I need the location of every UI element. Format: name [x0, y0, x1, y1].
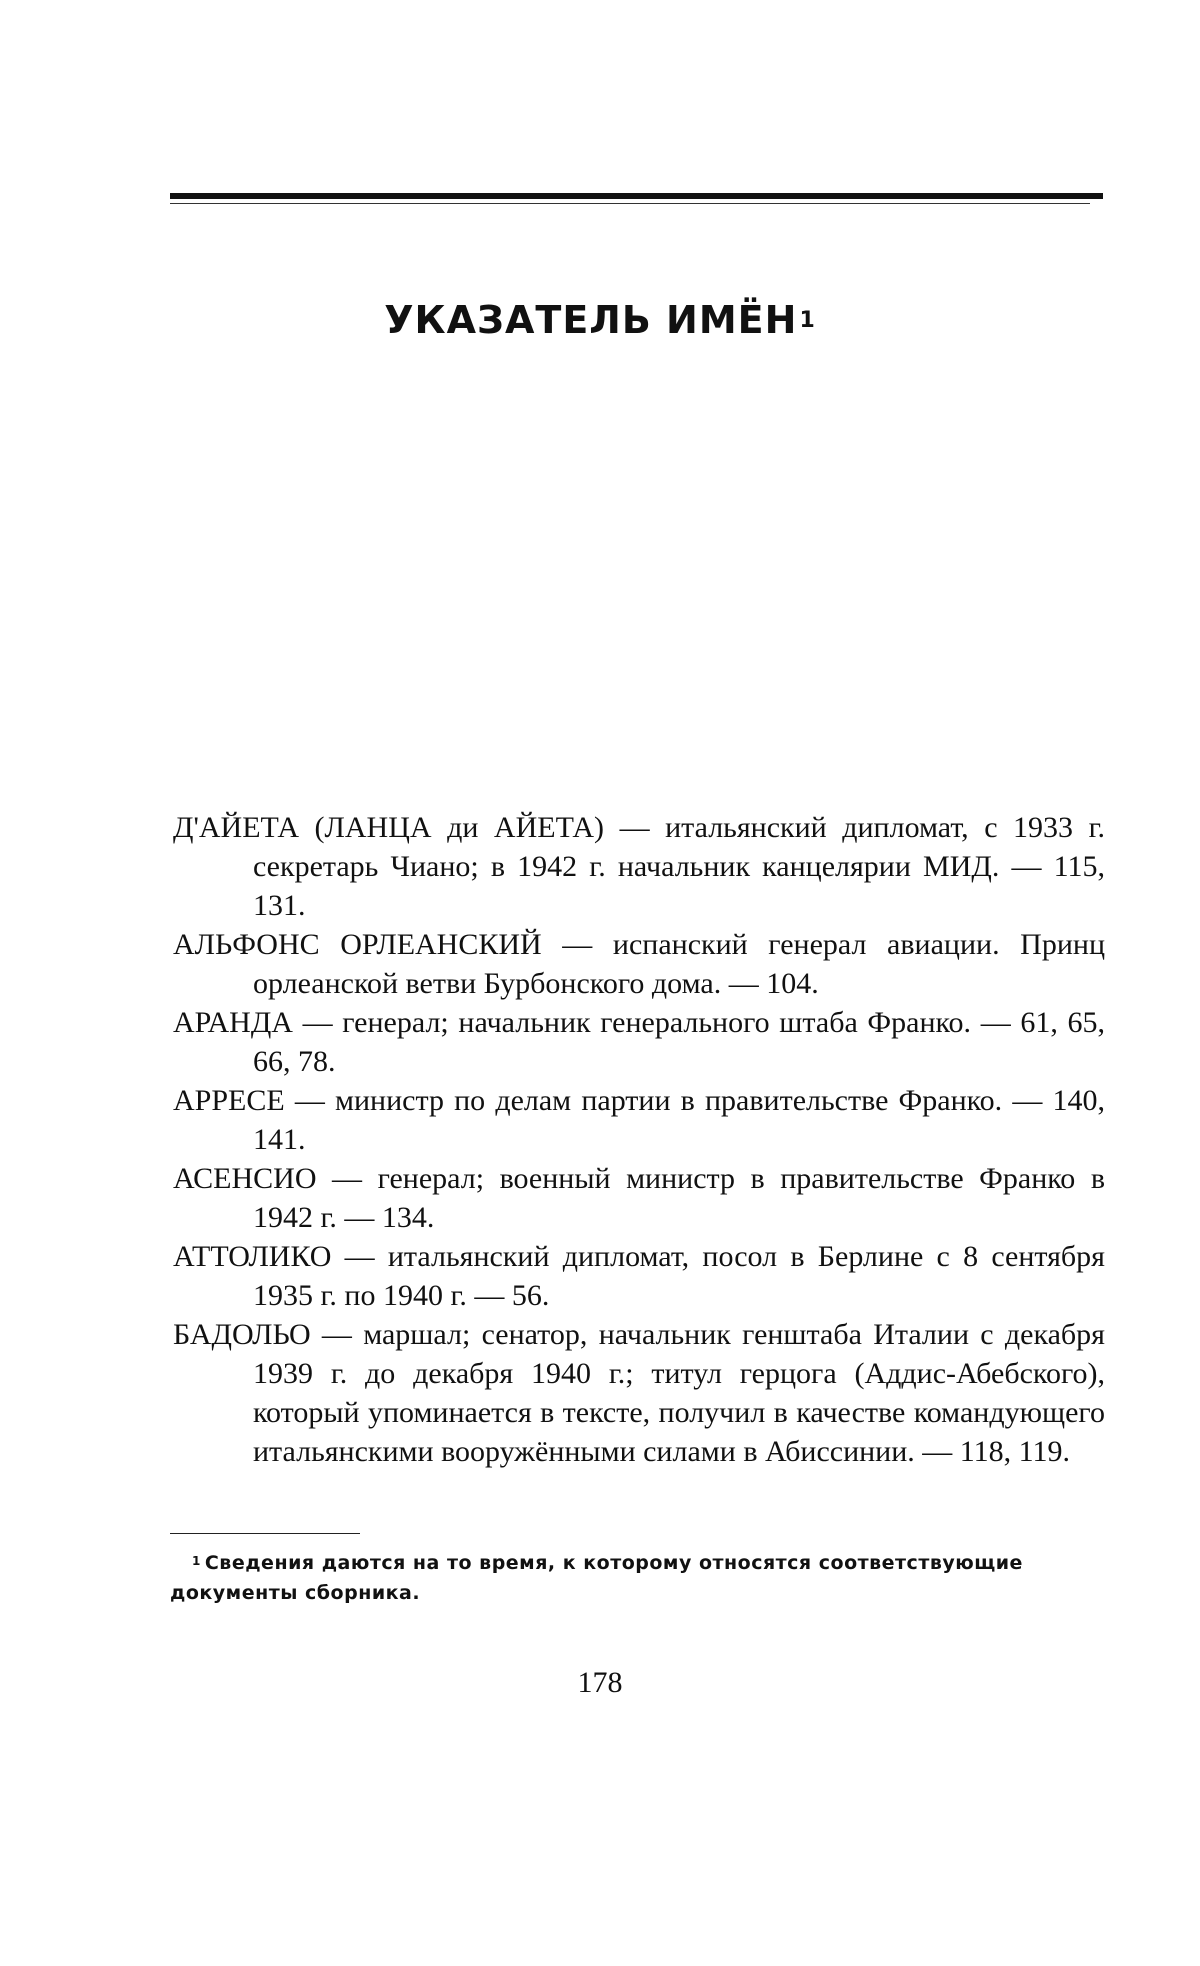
header-rule-thin [170, 203, 1090, 204]
title-footnote-marker: 1 [799, 308, 816, 333]
footnote-rule [170, 1533, 360, 1534]
footnote-marker: 1 [192, 1554, 201, 1568]
footnote-text: Сведения даются на то время, к которому относятся соответствующие документы сборника. [170, 1552, 1023, 1604]
name-index-list [173, 808, 1105, 1471]
index-entry-arrese: АРРЕСЕ — министр по делам партии в правительстве Франко. — 140, 141. [173, 1084, 1105, 1156]
index-entry-aranda: АРАНДА — генерал; начальник генерального штаба Франко. — 61, 65, 66, 78. [173, 1006, 1105, 1078]
page-number: 178 [577, 1666, 623, 1699]
index-entry-attoliko: АТТОЛИКО — итальянский дипломат, посол в Берлине с 8 сентября 1935 г. по 1940 г. — 56. [173, 1240, 1105, 1312]
page-title-text: УКАЗАТЕЛЬ ИМЁН [384, 298, 798, 342]
footnote [170, 1548, 1105, 1608]
index-entry-badolio: БАДОЛЬО — маршал; сенатор, начальник генштаба Италии с декабря 1939 г. до декабря 1940 г.; титул герцога (Аддис-Абебского), который упоминается в тексте, получил в качестве командующего итальянскими вооружёнными силами в Абиссинии. — 118, 119. [173, 1318, 1105, 1468]
index-entry-alfons: АЛЬФОНС ОРЛЕАНСКИЙ — испанский генерал авиации. Принц орлеанской ветви Бурбонского дома. — 104. [173, 928, 1105, 1000]
header-rule-thick [170, 193, 1103, 199]
page-title [0, 298, 1200, 342]
index-entry-daieta: Д'АЙЕТА (ЛАНЦА ди АЙЕТА) — итальянский дипломат, с 1933 г. секретарь Чиано; в 1942 г. начальник канцелярии МИД. — 115, 131. [173, 811, 1105, 922]
index-entry-asensio: АСЕНСИО — генерал; военный министр в правительстве Франко в 1942 г. — 134. [173, 1162, 1105, 1234]
